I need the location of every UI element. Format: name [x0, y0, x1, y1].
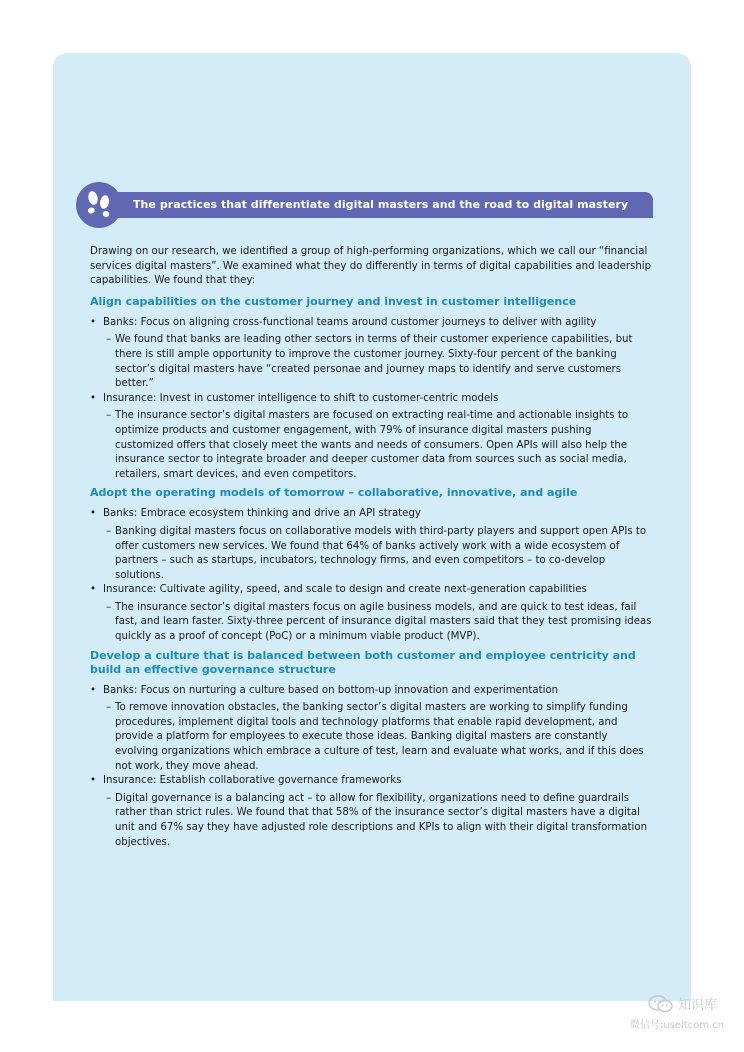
sub-list-item-text: Banking digital masters focus on collaborative models with third-party players and support open APIs to offer customers new services. We found that 64% of banks actively work with a wide ecosystem of partners – such as startups, incubators, technology firms, and even competitors – to co-develop solutions.	[115, 525, 647, 581]
bullet-dash: –	[106, 702, 112, 714]
bullet-list	[90, 684, 652, 851]
bullet-dot: •	[90, 584, 97, 596]
bullet-dash: –	[106, 792, 112, 804]
sub-list-item	[103, 701, 652, 774]
list-item	[90, 684, 652, 775]
list-item-text: Banks: Focus on nurturing a culture based on bottom-up innovation and experimentation	[103, 684, 559, 696]
sub-list-item	[103, 792, 652, 850]
watermark-account: 微信号:useitcom.cn	[630, 1020, 725, 1031]
bullet-dot: •	[90, 508, 97, 520]
intro-paragraph: Drawing on our research, we identified a group of high-performing organizations, which we call our “financial services digital masters”. We examined what they do differently in terms of digital capabilities and leadership capabilities. We found that they:	[90, 246, 652, 287]
sub-list	[103, 792, 652, 850]
watermark-brand: 知识库	[678, 998, 718, 1013]
sub-list	[103, 601, 652, 645]
sub-list-item-text: Digital governance is a balancing act – to allow for flexibility, organizations need to define guardrails rather than strict rules. We found that that 58% of the insurance sector’s digital masters have a digital unit and 67% say they have adjusted role descriptions and KPIs to align with their digital transformation objectives.	[115, 792, 648, 848]
bullet-dot: •	[90, 684, 97, 696]
article-body	[90, 245, 652, 850]
watermark-brand-row	[648, 994, 717, 1013]
sub-list	[103, 525, 652, 583]
banner-title: The practices that differentiate digital masters and the road to digital mastery	[133, 198, 629, 211]
sub-list	[103, 701, 652, 774]
list-item	[90, 392, 652, 483]
list-item	[90, 316, 652, 392]
bullet-list	[90, 507, 652, 644]
sub-list-item-text: To remove innovation obstacles, the banking sector’s digital masters are working to simplify funding procedures, implement digital tools and technology platforms that enable rapid development, and provide a platform for employees to execute those ideas. Banking digital masters are constantly evolving organizations which embrace a culture of test, learn and evaluate what works, and if this does not work, they move ahead.	[115, 702, 644, 772]
list-item-text: Banks: Focus on aligning cross-functional teams around customer journeys to deliver with agility	[103, 316, 597, 328]
bullet-dash: –	[106, 334, 112, 346]
sub-list-item-text: We found that banks are leading other sectors in terms of their customer experience capabilities, but there is still ample opportunity to improve the customer journey. Sixty-four percent of the banking sector’s digital masters have “created personae and journey maps to identify and serve customers better.”	[115, 334, 633, 390]
bullet-dot: •	[90, 316, 97, 328]
watermark	[630, 990, 740, 1034]
section-2	[90, 486, 652, 644]
bullet-dash: –	[106, 601, 112, 613]
list-item-text: Insurance: Cultivate agility, speed, and scale to design and create next-generation capabilities	[103, 584, 587, 596]
section-title: Develop a culture that is balanced between both customer and employee centricity and build an effective governance structure	[90, 648, 636, 676]
bullet-dash: –	[106, 410, 112, 422]
sub-list-item	[103, 601, 652, 645]
list-item	[90, 583, 652, 644]
banner-badge	[76, 182, 122, 228]
bullet-dot: •	[90, 775, 97, 787]
section-title: Adopt the operating models of tomorrow – collaborative, innovative, and agile	[90, 486, 578, 500]
list-item-text: Banks: Embrace ecosystem thinking and drive an API strategy	[103, 508, 421, 520]
list-item	[90, 774, 652, 850]
list-item-text: Insurance: Establish collaborative governance frameworks	[103, 775, 402, 787]
sub-list-item	[103, 409, 652, 482]
sub-list	[103, 409, 652, 482]
bullet-dash: –	[106, 525, 112, 537]
bullet-dot: •	[90, 392, 97, 404]
sub-list-item	[103, 333, 652, 391]
sub-list-item-text: The insurance sector’s digital masters are focused on extracting real-time and actionable insights to optimize products and customer engagement, with 79% of insurance digital masters pushing customized offers that closely meet the wants and needs of consumers. Open APIs will also help the insurance sector to integrate broader and deeper customer data from sources such as social media, retailers, smart devices, and even competitors.	[115, 410, 629, 480]
sub-list-item	[103, 525, 652, 583]
section-3	[90, 649, 652, 851]
section-1	[90, 295, 652, 483]
sub-list-item-text: The insurance sector’s digital masters focus on agile business models, and are quick to test ideas, fail fast, and learn faster. Sixty-three percent of insurance digital masters said that they test promising ideas quickly as a proof of concept (PoC) or a minimum viable product (MVP).	[115, 601, 652, 643]
sub-list	[103, 333, 652, 391]
list-item	[90, 507, 652, 583]
bullet-list	[90, 316, 652, 483]
list-item-text: Insurance: Invest in customer intelligence to shift to customer-centric models	[103, 392, 499, 404]
section-title: Align capabilities on the customer journey and invest in customer intelligence	[90, 294, 577, 308]
wechat-icon	[648, 995, 674, 1013]
footprints-icon	[76, 182, 122, 228]
